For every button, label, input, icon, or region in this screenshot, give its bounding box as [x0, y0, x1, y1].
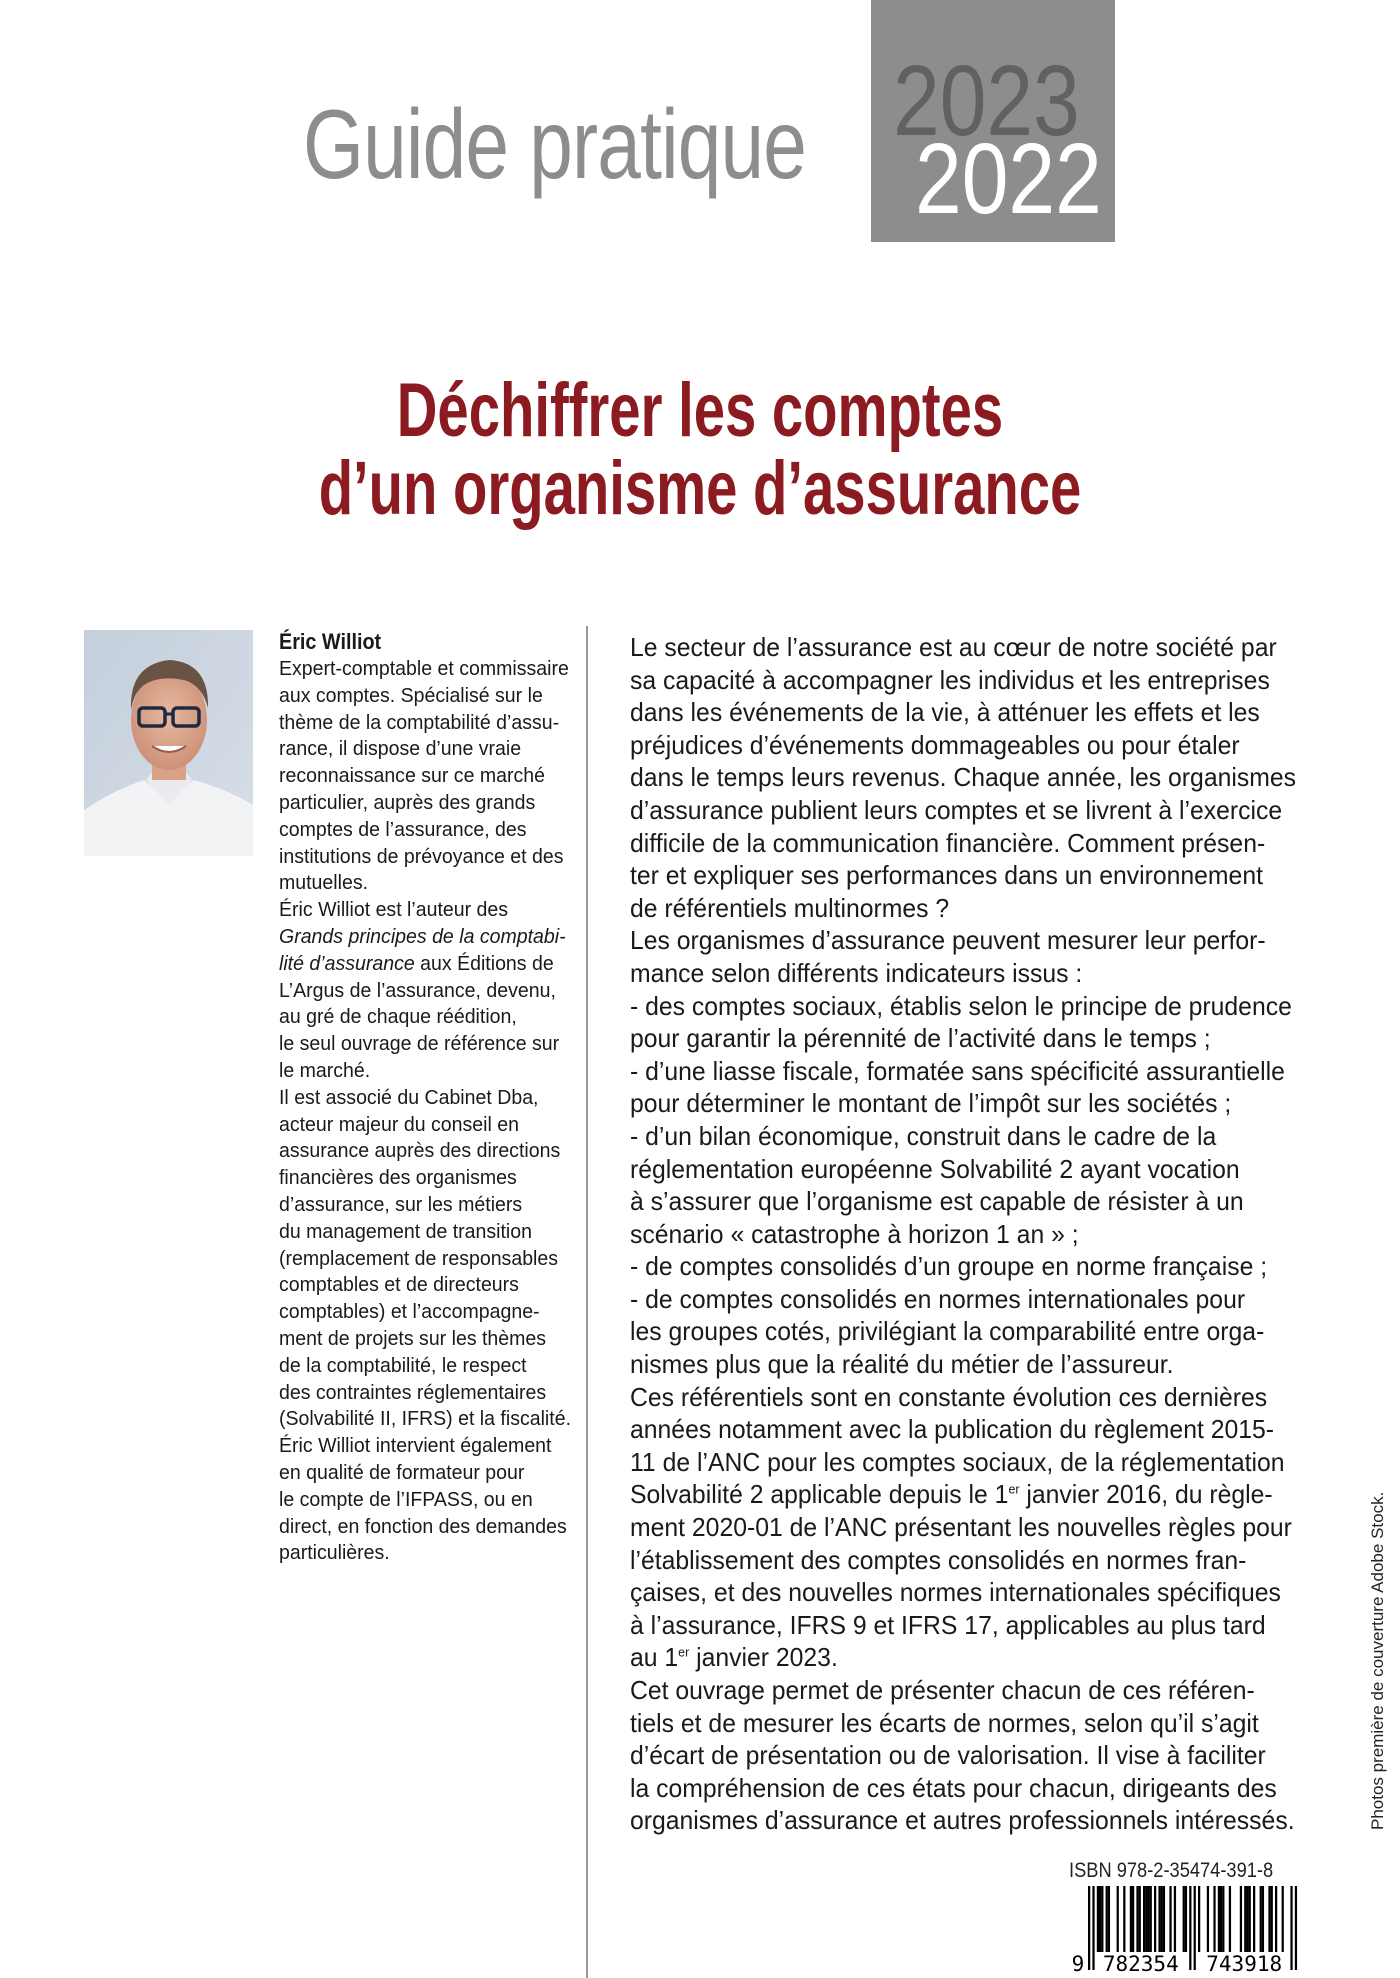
book-title-line: Déchiffrer les comptes [396, 368, 1004, 453]
barcode-bar [1088, 1886, 1090, 1970]
summary-line: scénario « catastrophe à horizon 1 an » ; [630, 1218, 1079, 1249]
summary-line: difficile de la communication financière. Comment présen- [630, 827, 1266, 858]
summary-line: années notamment avec la publication du règlement 2015- [630, 1414, 1275, 1445]
barcode-bar [1150, 1886, 1152, 1952]
barcode-bar [1213, 1886, 1215, 1952]
bio-line: comptes de l’assurance, des [279, 817, 527, 841]
summary-line: - d’un bilan économique, construit dans le cadre de la [630, 1120, 1217, 1151]
barcode-bar [1136, 1886, 1138, 1952]
book-title-line: d’un organisme d’assurance [318, 446, 1082, 531]
author-photo [84, 630, 253, 856]
bio-line: le compte de l’IFPASS, ou en [279, 1487, 533, 1511]
summary-line: les groupes cotés, privilégiant la comparabilité entre orga- [630, 1316, 1265, 1347]
barcode-bar [1108, 1886, 1110, 1952]
barcode-bar [1260, 1886, 1262, 1952]
summary-line: organismes d’assurance et autres professionnels intéressés. [630, 1805, 1295, 1836]
bio-line: Il est associé du Cabinet Dba, [279, 1085, 539, 1109]
edition-year-old: 2023 [893, 45, 1080, 157]
barcode-bar [1229, 1886, 1231, 1952]
summary-line: de référentiels multinormes ? [630, 892, 950, 923]
barcode-bar [1132, 1886, 1134, 1952]
bio-line: des contraintes réglementaires [279, 1380, 547, 1404]
barcode-bar [1253, 1886, 1255, 1952]
ean13-barcode-icon [1070, 1884, 1298, 1974]
barcode-bar [1169, 1886, 1171, 1952]
author-name: Éric Williot [279, 629, 382, 654]
barcode-bar [1240, 1886, 1242, 1952]
barcode-bar [1147, 1886, 1149, 1952]
summary-line: - d’une liasse fiscale, formatée sans spécificité assurantielle [630, 1055, 1285, 1086]
summary-line: ment 2020-01 de l’ANC présentant les nouvelles règles pour [630, 1512, 1292, 1543]
barcode-bar [1244, 1886, 1246, 1952]
summary-line: Le secteur de l’assurance est au cœur de notre société par [630, 632, 1277, 662]
bio-line: reconnaissance sur ce marché [279, 764, 545, 788]
summary-line: dans le temps leurs revenus. Chaque année, les organismes [630, 762, 1296, 793]
barcode-bar [1194, 1886, 1196, 1970]
author-portrait-icon [84, 630, 253, 856]
series-label: Guide pratique [303, 89, 807, 199]
summary-line: pour déterminer le montant de l’impôt sur les sociétés ; [630, 1088, 1232, 1119]
bio-line: d’assurance, sur les métiers [279, 1192, 523, 1216]
summary-line: Cet ouvrage permet de présenter chacun de ces référen- [630, 1675, 1255, 1705]
summary-line: 11 de l’ANC pour les comptes sociaux, de la réglementation [630, 1446, 1285, 1477]
bio-line: le seul ouvrage de référence sur [279, 1032, 560, 1056]
book-summary [630, 631, 1294, 1837]
barcode-bar [1174, 1886, 1176, 1952]
summary-line: la compréhension de ces états pour chacun, dirigeants des [630, 1772, 1277, 1803]
summary-line: pour garantir la pérennité de l’activité dans le temps ; [630, 1023, 1211, 1054]
barcode-bar [1198, 1886, 1200, 1952]
summary-line: nismes plus que la réalité du métier de l’assureur. [630, 1349, 1174, 1380]
summary-line: - des comptes sociaux, établis selon le principe de prudence [630, 990, 1292, 1021]
summary-line: sa capacité à accompagner les individus et les entreprises [630, 664, 1270, 695]
summary-line: l’établissement des comptes consolidés en normes fran- [630, 1544, 1247, 1575]
bio-line: Éric Williot est l’auteur des [279, 898, 509, 922]
bio-line: lité d’assurance aux Éditions de [279, 951, 554, 975]
bio-line: ment de projets sur les thèmes [279, 1326, 547, 1350]
barcode-bar [1222, 1886, 1224, 1952]
barcode-bar [1143, 1886, 1145, 1952]
summary-line: au 1er janvier 2023. [630, 1642, 838, 1673]
photo-credit: Photos première de couverture Adobe Stock. [1368, 1491, 1387, 1830]
barcode-bar [1246, 1886, 1248, 1952]
bio-line: thème de la comptabilité d’assu- [279, 710, 560, 734]
barcode-bar [1163, 1886, 1165, 1952]
barcode-bar [1130, 1886, 1132, 1952]
bio-line: particulières. [279, 1541, 390, 1565]
barcode-bar [1154, 1886, 1156, 1952]
barcode-bar [1290, 1886, 1292, 1970]
barcode-bar [1099, 1886, 1101, 1952]
barcode-bar [1123, 1886, 1125, 1952]
barcode-bar [1218, 1886, 1220, 1952]
bio-line: particulier, auprès des grands [279, 790, 536, 814]
barcode-bar [1271, 1886, 1273, 1952]
bio-line: institutions de prévoyance et des [279, 844, 564, 868]
summary-line: préjudices d’événements dommageables ou pour étaler [630, 729, 1240, 760]
bio-line: le marché. [279, 1058, 371, 1082]
summary-line: tiels et de mesurer les écarts de normes, selon qu’il s’agit [630, 1707, 1259, 1738]
summary-line: à l’assurance, IFRS 9 et IFRS 17, applicables au plus tard [630, 1609, 1266, 1640]
bio-line: du management de transition [279, 1219, 532, 1243]
summary-line: - de comptes consolidés d’un groupe en norme française ; [630, 1251, 1268, 1282]
summary-line: - de comptes consolidés en normes internationales pour [630, 1283, 1246, 1314]
bio-line: (remplacement de responsables [279, 1246, 559, 1270]
bio-line: (Solvabilité II, IFRS) et la fiscalité. [279, 1407, 571, 1431]
bio-line: rance, il dispose d’une vraie [279, 737, 522, 761]
bio-line: financières des organismes [279, 1166, 517, 1190]
barcode-digits: 743918 [1206, 1952, 1283, 1974]
barcode-bar [1295, 1886, 1297, 1970]
barcode-bar [1106, 1886, 1108, 1952]
summary-line: à s’assurer que l’organisme est capable de résister à un [630, 1186, 1244, 1217]
barcode-bar [1161, 1886, 1163, 1952]
barcode-digits: 782354 [1102, 1952, 1179, 1974]
bio-line: Grands principes de la comptabi- [279, 924, 566, 948]
barcode-bar [1275, 1886, 1277, 1952]
summary-line: d’assurance publient leurs comptes et se livrent à l’exercice [630, 794, 1283, 825]
barcode-bar [1101, 1886, 1103, 1952]
barcode-bar [1185, 1886, 1187, 1952]
bio-line: de la comptabilité, le respect [279, 1353, 527, 1377]
summary-line: mance selon différents indicateurs issus : [630, 957, 1083, 988]
barcode-bar [1262, 1886, 1264, 1952]
barcode-bar [1158, 1886, 1160, 1952]
barcode-bar [1282, 1886, 1284, 1952]
edition-year-new: 2022 [915, 123, 1102, 235]
author-bio-text [279, 656, 569, 1567]
summary-line: réglementation européenne Solvabilité 2 ayant vocation [630, 1153, 1240, 1184]
summary-line: ter et expliquer ses performances dans un environnement [630, 860, 1263, 891]
bio-line: Éric Williot intervient également [279, 1434, 552, 1458]
bio-line: direct, en fonction des demandes [279, 1514, 567, 1538]
summary-line: Solvabilité 2 applicable depuis le 1er janvier 2016, du règle- [630, 1479, 1273, 1510]
bio-line: Expert-comptable et commissaire [279, 657, 569, 680]
bio-line: aux comptes. Spécialisé sur le [279, 683, 543, 707]
summary-line: Les organismes d’assurance peuvent mesurer leur perfor- [630, 925, 1266, 956]
bio-line: L’Argus de l’assurance, devenu, [279, 978, 556, 1002]
barcode-bar [1207, 1886, 1209, 1952]
barcode-bar [1220, 1886, 1222, 1952]
column-divider [586, 626, 588, 1978]
author-bio [279, 628, 569, 1567]
bio-line: comptables et de directeurs [279, 1273, 519, 1297]
book-title [0, 368, 1400, 531]
summary-line: d’écart de présentation ou de valorisation. Il vise à faciliter [630, 1740, 1266, 1771]
barcode-bar [1139, 1886, 1141, 1952]
isbn-label: ISBN 978-2-35474-391-8 [1069, 1859, 1274, 1882]
barcode-bar [1183, 1886, 1185, 1952]
bio-line: assurance auprès des directions [279, 1139, 561, 1163]
summary-line: dans les événements de la vie, à atténuer les effets et les [630, 697, 1260, 728]
barcode-bar [1268, 1886, 1270, 1952]
bio-line: comptables) et l’accompagne- [279, 1300, 540, 1324]
barcode-bar [1097, 1886, 1099, 1952]
bio-line: mutuelles. [279, 871, 369, 895]
summary-line: çaises, et des nouvelles normes internationales spécifiques [630, 1577, 1281, 1608]
barcode-digits: 9 [1071, 1952, 1085, 1974]
barcode-bar [1145, 1886, 1147, 1952]
barcode-bar [1092, 1886, 1094, 1970]
bio-line: acteur majeur du conseil en [279, 1112, 519, 1136]
barcode-bar [1189, 1886, 1191, 1970]
summary-line: Ces référentiels sont en constante évolution ces dernières [630, 1381, 1268, 1412]
barcode-bar [1249, 1886, 1251, 1952]
barcode-bar [1117, 1886, 1119, 1952]
bio-line: en qualité de formateur pour [279, 1460, 525, 1484]
bio-line: au gré de chaque réédition, [279, 1005, 517, 1029]
